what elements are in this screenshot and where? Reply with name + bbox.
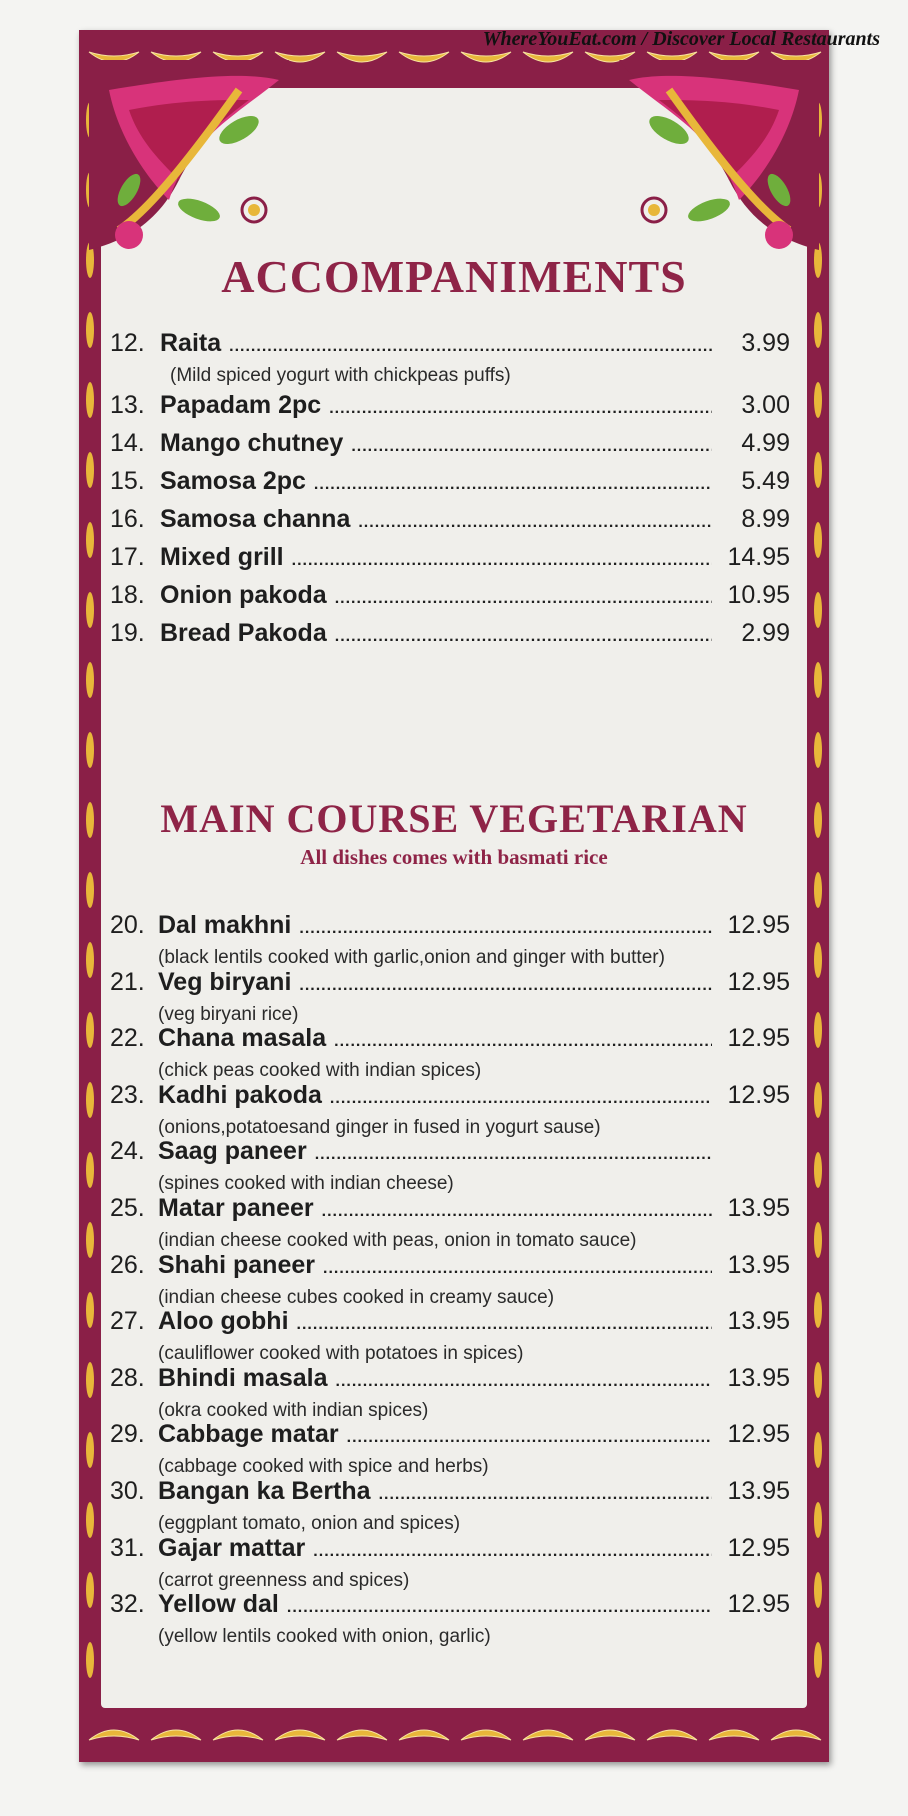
- main-veg-list: [110, 908, 790, 1648]
- item-price: 12.95: [727, 1533, 790, 1562]
- dot-leader: [329, 392, 712, 426]
- menu-item: [110, 965, 790, 1025]
- item-price: 13.95: [727, 1307, 790, 1336]
- dot-leader: [358, 506, 712, 540]
- item-description: (Mild spiced yogurt with chickpeas puffs): [170, 365, 511, 386]
- menu-item: [110, 1587, 790, 1648]
- leaf-ornament: [523, 52, 573, 62]
- leaf-ornament: [814, 1082, 822, 1118]
- dot-leader: [229, 330, 712, 364]
- leaf-ornament: [399, 1730, 449, 1740]
- item-price: 12.95: [727, 1590, 790, 1619]
- menu-item: [110, 326, 790, 388]
- leaf-ornament: [275, 1730, 325, 1740]
- leaf-ornament: [647, 1730, 697, 1740]
- leaf-ornament: [86, 1012, 94, 1048]
- leaf-ornament: [814, 312, 822, 348]
- leaf-ornament: [86, 1222, 94, 1258]
- leaf-ornament: [86, 1642, 94, 1678]
- menu-item-row: [110, 388, 790, 426]
- right-border-ornament: [807, 100, 829, 1692]
- item-price: 13.95: [727, 1476, 790, 1505]
- item-number: 22.: [110, 1024, 145, 1053]
- item-price: 13.95: [727, 1363, 790, 1392]
- dot-leader: [347, 1421, 712, 1455]
- menu-item: [110, 502, 790, 540]
- leaf-ornament: [814, 942, 822, 978]
- item-description: (veg biryani rice): [158, 1003, 299, 1025]
- dot-leader: [351, 430, 712, 464]
- leaf-ornament: [461, 52, 511, 62]
- leaf-ornament: [151, 1730, 201, 1740]
- item-name: Kadhi pakoda: [158, 1080, 322, 1109]
- dot-leader: [335, 620, 712, 654]
- leaf-ornament: [86, 312, 94, 348]
- leaf-ornament: [86, 452, 94, 488]
- leaf-ornament: [337, 1730, 387, 1740]
- item-name: Veg biryani: [158, 967, 292, 996]
- leaf-ornament: [814, 1152, 822, 1188]
- item-name: Cabbage matar: [158, 1420, 339, 1449]
- item-number: 16.: [110, 505, 145, 533]
- leaf-ornament: [89, 1730, 139, 1740]
- item-description: (spines cooked with indian cheese): [158, 1173, 454, 1195]
- menu-item-row: [110, 908, 790, 946]
- item-number: 13.: [110, 391, 145, 419]
- menu-item: [110, 464, 790, 502]
- dot-leader: [287, 1591, 712, 1625]
- dot-leader: [315, 1138, 712, 1172]
- menu-item: [110, 1417, 790, 1478]
- item-price: 5.49: [741, 467, 790, 495]
- leaf-ornament: [213, 1730, 263, 1740]
- item-number: 32.: [110, 1590, 145, 1619]
- menu-item: [110, 616, 790, 654]
- leaf-ornament: [86, 1502, 94, 1538]
- item-price: 8.99: [741, 505, 790, 533]
- item-number: 31.: [110, 1533, 145, 1562]
- item-name: Raita: [160, 329, 222, 357]
- dot-leader: [322, 1195, 712, 1229]
- item-description: (carrot greenness and spices): [158, 1569, 410, 1591]
- item-description: (cauliflower cooked with potatoes in spices): [158, 1343, 524, 1365]
- leaf-ornament: [86, 1082, 94, 1118]
- item-name: Chana masala: [158, 1024, 327, 1053]
- leaf-ornament: [814, 1012, 822, 1048]
- menu-item: [110, 1248, 790, 1308]
- item-number: 20.: [110, 911, 145, 939]
- menu-item-row: [110, 1474, 790, 1512]
- item-number: 19.: [110, 619, 145, 647]
- item-number: 27.: [110, 1307, 145, 1336]
- section-subtitle: All dishes comes with basmati rice: [300, 845, 608, 869]
- item-number: 26.: [110, 1250, 145, 1279]
- item-name: Papadam 2pc: [160, 391, 322, 419]
- dot-leader: [330, 1082, 712, 1116]
- leaf-ornament: [709, 1730, 759, 1740]
- item-name: Samosa channa: [160, 505, 351, 533]
- menu-item-row: [110, 540, 790, 578]
- leaf-ornament: [461, 1730, 511, 1740]
- leaf-ornament: [86, 1572, 94, 1608]
- menu-item: [110, 1021, 790, 1082]
- item-name: Bread Pakoda: [160, 619, 327, 647]
- item-price: 10.95: [727, 581, 790, 609]
- item-price: 12.95: [727, 967, 790, 996]
- item-description: (indian cheese cubes cooked in creamy sauce): [158, 1286, 555, 1308]
- item-description: (chick peas cooked with indian spices): [158, 1060, 482, 1082]
- leaf-ornament: [814, 1432, 822, 1468]
- accompaniments-list: [110, 326, 790, 654]
- item-price: 12.95: [727, 1080, 790, 1109]
- menu-item-row: [110, 1531, 790, 1569]
- item-name: Dal makhni: [158, 911, 292, 939]
- menu-item-row: [110, 616, 790, 654]
- menu-item-row: [110, 326, 790, 364]
- menu-item-row: [110, 1361, 790, 1399]
- leaf-ornament: [814, 1502, 822, 1538]
- menu-item: [110, 908, 790, 968]
- item-number: 18.: [110, 581, 145, 609]
- mandala-corner-icon: [619, 60, 819, 250]
- leaf-ornament: [814, 382, 822, 418]
- item-number: 12.: [110, 329, 145, 357]
- mandala-corner-icon: [89, 60, 289, 250]
- item-price: 12.95: [727, 911, 790, 939]
- item-number: 14.: [110, 429, 145, 457]
- dot-leader: [335, 582, 712, 616]
- item-description: (onions,potatoesand ginger in fused in yogurt sause): [158, 1116, 601, 1138]
- item-description: (eggplant tomato, onion and spices): [158, 1512, 461, 1534]
- menu-item: [110, 1134, 790, 1195]
- leaf-ornament: [814, 1362, 822, 1398]
- menu-item-row: [110, 965, 790, 1003]
- leaf-ornament: [814, 1572, 822, 1608]
- leaf-ornament: [814, 452, 822, 488]
- menu-item: [110, 1078, 790, 1138]
- dot-leader: [299, 912, 712, 946]
- menu-item: [110, 1474, 790, 1534]
- leaf-ornament: [771, 1730, 821, 1740]
- item-price: 13.95: [727, 1193, 790, 1222]
- item-price: 3.00: [741, 391, 790, 419]
- menu-item-row: [110, 1021, 790, 1059]
- menu-item: [110, 388, 790, 426]
- item-price: 3.99: [741, 329, 790, 357]
- dot-leader: [299, 969, 712, 1003]
- section-title-accompaniments: ACCOMPANIMENTS: [221, 251, 687, 302]
- item-name: Mixed grill: [160, 543, 284, 571]
- menu-item-row: [110, 1134, 790, 1172]
- menu-item-row: [110, 1304, 790, 1342]
- item-number: 23.: [110, 1080, 145, 1109]
- item-price: 12.95: [727, 1420, 790, 1449]
- leaf-ornament: [86, 732, 94, 768]
- section-title-main-veg: MAIN COURSE VEGETARIAN: [160, 796, 748, 841]
- leaf-ornament: [523, 1730, 573, 1740]
- item-number: 24.: [110, 1137, 145, 1166]
- dot-leader: [314, 468, 712, 502]
- item-price: 4.99: [741, 429, 790, 457]
- item-price: 2.99: [741, 619, 790, 647]
- dot-leader: [297, 1308, 712, 1342]
- dot-leader: [313, 1535, 712, 1569]
- menu-item: [110, 1361, 790, 1421]
- dot-leader: [323, 1252, 712, 1286]
- item-number: 17.: [110, 543, 145, 571]
- menu-item-row: [110, 1417, 790, 1455]
- item-price: 13.95: [727, 1250, 790, 1279]
- item-name: Gajar mattar: [158, 1533, 306, 1562]
- item-name: Samosa 2pc: [160, 467, 306, 495]
- item-description: (black lentils cooked with garlic,onion and ginger with butter): [158, 947, 665, 968]
- item-number: 25.: [110, 1193, 145, 1222]
- item-name: Onion pakoda: [160, 581, 327, 609]
- menu-item-row: [110, 578, 790, 616]
- bottom-border-ornament: [79, 1702, 829, 1762]
- leaf-ornament: [814, 1642, 822, 1678]
- menu-item: [110, 540, 790, 578]
- item-number: 30.: [110, 1476, 145, 1505]
- leaf-ornament: [86, 1432, 94, 1468]
- leaf-ornament: [86, 382, 94, 418]
- leaf-ornament: [814, 662, 822, 698]
- leaf-ornament: [585, 1730, 635, 1740]
- item-number: 29.: [110, 1420, 145, 1449]
- dot-leader: [379, 1478, 712, 1512]
- leaf-ornament: [86, 872, 94, 908]
- left-border-ornament: [79, 100, 101, 1692]
- menu-item: [110, 1191, 790, 1251]
- menu-item-row: [110, 1248, 790, 1286]
- menu-item-row: [110, 1191, 790, 1229]
- item-name: Aloo gobhi: [158, 1307, 289, 1336]
- menu-item-row: [110, 1078, 790, 1116]
- menu-item: [110, 578, 790, 616]
- leaf-ornament: [86, 592, 94, 628]
- item-description: (cabbage cooked with spice and herbs): [158, 1456, 489, 1478]
- menu-item-row: [110, 426, 790, 464]
- item-name: Saag paneer: [158, 1137, 307, 1166]
- leaf-ornament: [86, 1292, 94, 1328]
- item-name: Shahi paneer: [158, 1250, 315, 1279]
- leaf-ornament: [86, 1362, 94, 1398]
- leaf-ornament: [86, 522, 94, 558]
- item-number: 21.: [110, 967, 145, 996]
- menu-item-row: [110, 464, 790, 502]
- dot-leader: [336, 1365, 713, 1399]
- leaf-ornament: [86, 1152, 94, 1188]
- item-description: (okra cooked with indian spices): [158, 1399, 429, 1421]
- item-number: 28.: [110, 1363, 145, 1392]
- item-name: Yellow dal: [158, 1590, 279, 1619]
- menu-item-row: [110, 502, 790, 540]
- leaf-ornament: [814, 872, 822, 908]
- menu-item-row: [110, 1587, 790, 1625]
- leaf-ornament: [814, 522, 822, 558]
- menu-item: [110, 426, 790, 464]
- item-number: 15.: [110, 467, 145, 495]
- leaf-ornament: [399, 52, 449, 62]
- watermark-text: WhereYouEat.com / Discover Local Restaurants: [482, 28, 880, 50]
- item-name: Bhindi masala: [158, 1363, 328, 1392]
- leaf-ornament: [86, 942, 94, 978]
- dot-leader: [334, 1025, 712, 1059]
- item-price: 12.95: [727, 1024, 790, 1053]
- leaf-ornament: [814, 592, 822, 628]
- item-name: Bangan ka Bertha: [158, 1476, 371, 1505]
- leaf-ornament: [814, 1222, 822, 1258]
- leaf-ornament: [814, 732, 822, 768]
- menu-item: [110, 1304, 790, 1365]
- item-name: Matar paneer: [158, 1193, 314, 1222]
- item-name: Mango chutney: [160, 429, 344, 457]
- item-price: 14.95: [727, 543, 790, 571]
- dot-leader: [292, 544, 712, 578]
- leaf-ornament: [814, 1292, 822, 1328]
- leaf-ornament: [337, 52, 387, 62]
- item-description: (indian cheese cooked with peas, onion in tomato sauce): [158, 1229, 637, 1251]
- menu-item: [110, 1531, 790, 1591]
- item-description: (yellow lentils cooked with onion, garlic): [158, 1626, 491, 1648]
- leaf-ornament: [86, 662, 94, 698]
